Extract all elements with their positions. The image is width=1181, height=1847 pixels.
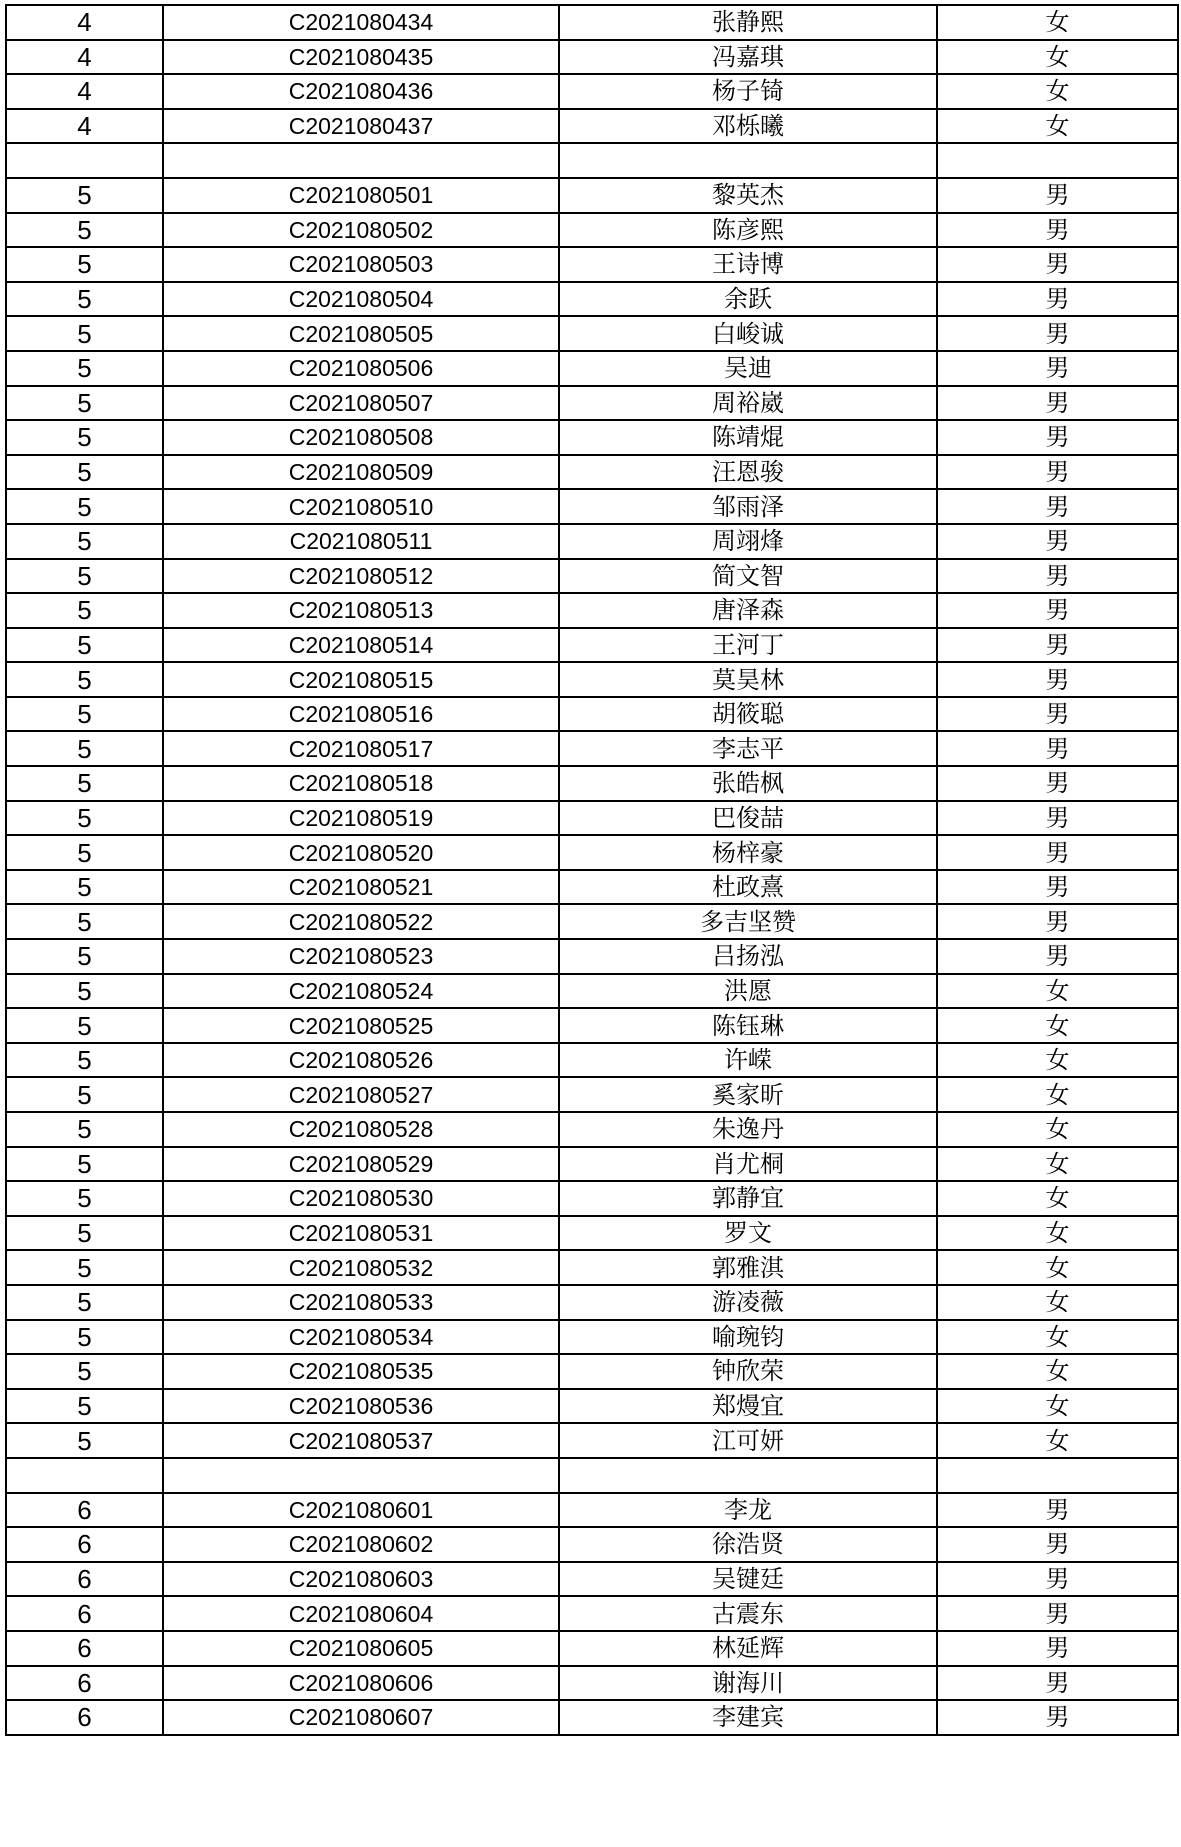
student-id-cell: C2021080527 <box>163 1077 559 1112</box>
table-row <box>6 455 1178 490</box>
gender-cell: 男 <box>937 731 1178 766</box>
table-row <box>6 1112 1178 1147</box>
table-row <box>6 662 1178 697</box>
student-id-cell: C2021080514 <box>163 628 559 663</box>
student-name-cell: 陈彦熙 <box>559 213 937 248</box>
student-id-cell: C2021080512 <box>163 559 559 594</box>
gender-cell <box>937 143 1178 178</box>
student-name-cell: 简文智 <box>559 559 937 594</box>
table-row <box>6 1493 1178 1528</box>
separator-row <box>6 143 1178 178</box>
student-name-cell: 李志平 <box>559 731 937 766</box>
gender-cell: 男 <box>937 1596 1178 1631</box>
table-row <box>6 178 1178 213</box>
gender-cell: 女 <box>937 974 1178 1009</box>
student-name-cell: 冯嘉琪 <box>559 40 937 75</box>
gender-cell: 女 <box>937 1077 1178 1112</box>
student-id-cell: C2021080605 <box>163 1631 559 1666</box>
student-name-cell: 吕扬泓 <box>559 939 937 974</box>
class-cell: 5 <box>6 316 163 351</box>
class-cell: 5 <box>6 1008 163 1043</box>
gender-cell: 男 <box>937 1562 1178 1597</box>
class-cell: 5 <box>6 939 163 974</box>
class-cell: 4 <box>6 5 163 40</box>
student-id-cell: C2021080532 <box>163 1250 559 1285</box>
gender-cell: 男 <box>937 247 1178 282</box>
student-id-cell: C2021080508 <box>163 420 559 455</box>
class-cell: 5 <box>6 1181 163 1216</box>
class-cell: 5 <box>6 1285 163 1320</box>
table-row <box>6 904 1178 939</box>
table-row <box>6 1666 1178 1701</box>
student-id-cell: C2021080531 <box>163 1216 559 1251</box>
class-cell: 5 <box>6 351 163 386</box>
table-row <box>6 628 1178 663</box>
student-name-cell: 钟欣荣 <box>559 1354 937 1389</box>
table-row <box>6 1285 1178 1320</box>
gender-cell: 男 <box>937 524 1178 559</box>
student-id-cell: C2021080528 <box>163 1112 559 1147</box>
class-cell: 5 <box>6 559 163 594</box>
student-id-cell: C2021080603 <box>163 1562 559 1597</box>
class-cell: 4 <box>6 74 163 109</box>
table-row <box>6 213 1178 248</box>
student-name-cell: 罗文 <box>559 1216 937 1251</box>
student-id-cell: C2021080505 <box>163 316 559 351</box>
gender-cell: 男 <box>937 939 1178 974</box>
student-name-cell: 汪恩骏 <box>559 455 937 490</box>
student-name-cell: 张皓枫 <box>559 766 937 801</box>
gender-cell: 男 <box>937 489 1178 524</box>
student-id-cell: C2021080510 <box>163 489 559 524</box>
student-id-cell: C2021080515 <box>163 662 559 697</box>
table-row <box>6 420 1178 455</box>
class-cell: 5 <box>6 1389 163 1424</box>
class-cell <box>6 143 163 178</box>
table-row <box>6 559 1178 594</box>
student-id-cell: C2021080530 <box>163 1181 559 1216</box>
class-cell: 5 <box>6 489 163 524</box>
table-row <box>6 1527 1178 1562</box>
student-id-cell: C2021080509 <box>163 455 559 490</box>
student-name-cell: 徐浩贤 <box>559 1527 937 1562</box>
student-name-cell: 白峻诚 <box>559 316 937 351</box>
student-id-cell: C2021080526 <box>163 1043 559 1078</box>
student-id-cell: C2021080607 <box>163 1700 559 1735</box>
class-cell: 5 <box>6 1077 163 1112</box>
student-id-cell: C2021080520 <box>163 835 559 870</box>
student-name-cell: 杜政熹 <box>559 870 937 905</box>
student-name-cell: 邹雨泽 <box>559 489 937 524</box>
student-name-cell: 吴键廷 <box>559 1562 937 1597</box>
student-name-cell: 郑熳宜 <box>559 1389 937 1424</box>
gender-cell: 女 <box>937 74 1178 109</box>
table-row <box>6 1147 1178 1182</box>
table-row <box>6 1354 1178 1389</box>
class-cell: 5 <box>6 1354 163 1389</box>
gender-cell: 男 <box>937 213 1178 248</box>
student-id-cell: C2021080533 <box>163 1285 559 1320</box>
table-row <box>6 1077 1178 1112</box>
gender-cell: 女 <box>937 5 1178 40</box>
table-row <box>6 835 1178 870</box>
gender-cell: 女 <box>937 1423 1178 1458</box>
student-id-cell: C2021080524 <box>163 974 559 1009</box>
student-id-cell: C2021080534 <box>163 1320 559 1355</box>
class-cell: 6 <box>6 1700 163 1735</box>
class-cell: 5 <box>6 904 163 939</box>
student-id-cell: C2021080522 <box>163 904 559 939</box>
class-cell: 6 <box>6 1596 163 1631</box>
class-cell: 5 <box>6 178 163 213</box>
student-name-cell: 张静熙 <box>559 5 937 40</box>
gender-cell: 女 <box>937 1216 1178 1251</box>
gender-cell: 男 <box>937 628 1178 663</box>
class-cell: 5 <box>6 1112 163 1147</box>
student-id-cell: C2021080517 <box>163 731 559 766</box>
table-row <box>6 524 1178 559</box>
table-row <box>6 1043 1178 1078</box>
student-id-cell: C2021080535 <box>163 1354 559 1389</box>
student-name-cell <box>559 1458 937 1493</box>
gender-cell: 男 <box>937 282 1178 317</box>
class-cell: 5 <box>6 1216 163 1251</box>
class-cell: 5 <box>6 213 163 248</box>
student-name-cell: 古震东 <box>559 1596 937 1631</box>
student-id-cell <box>163 1458 559 1493</box>
student-name-cell: 邓栎曦 <box>559 109 937 144</box>
roster-body <box>6 5 1178 1735</box>
student-id-cell: C2021080537 <box>163 1423 559 1458</box>
student-id-cell: C2021080516 <box>163 697 559 732</box>
class-cell: 5 <box>6 1320 163 1355</box>
student-name-cell: 李建宾 <box>559 1700 937 1735</box>
student-id-cell: C2021080513 <box>163 593 559 628</box>
student-name-cell: 杨子锜 <box>559 74 937 109</box>
student-id-cell: C2021080519 <box>163 801 559 836</box>
table-row <box>6 801 1178 836</box>
student-id-cell: C2021080436 <box>163 74 559 109</box>
table-row <box>6 1596 1178 1631</box>
class-cell: 5 <box>6 1043 163 1078</box>
table-row <box>6 40 1178 75</box>
student-name-cell: 王河丁 <box>559 628 937 663</box>
student-name-cell: 陈靖焜 <box>559 420 937 455</box>
gender-cell: 男 <box>937 766 1178 801</box>
student-name-cell: 奚家昕 <box>559 1077 937 1112</box>
table-row <box>6 1700 1178 1735</box>
gender-cell: 男 <box>937 870 1178 905</box>
table-row <box>6 766 1178 801</box>
class-cell: 5 <box>6 386 163 421</box>
student-name-cell: 唐泽森 <box>559 593 937 628</box>
student-name-cell: 李龙 <box>559 1493 937 1528</box>
student-name-cell: 陈钰琳 <box>559 1008 937 1043</box>
gender-cell: 男 <box>937 593 1178 628</box>
table-row <box>6 386 1178 421</box>
gender-cell: 女 <box>937 1285 1178 1320</box>
student-id-cell: C2021080502 <box>163 213 559 248</box>
student-name-cell: 郭雅淇 <box>559 1250 937 1285</box>
gender-cell: 男 <box>937 316 1178 351</box>
class-cell: 5 <box>6 628 163 663</box>
class-cell: 5 <box>6 1250 163 1285</box>
student-name-cell: 朱逸丹 <box>559 1112 937 1147</box>
student-id-cell: C2021080536 <box>163 1389 559 1424</box>
table-row <box>6 1389 1178 1424</box>
gender-cell: 男 <box>937 351 1178 386</box>
class-cell: 6 <box>6 1562 163 1597</box>
student-id-cell: C2021080525 <box>163 1008 559 1043</box>
student-name-cell: 胡筱聪 <box>559 697 937 732</box>
gender-cell: 女 <box>937 1354 1178 1389</box>
student-id-cell: C2021080506 <box>163 351 559 386</box>
class-cell: 6 <box>6 1631 163 1666</box>
table-row <box>6 731 1178 766</box>
student-id-cell: C2021080435 <box>163 40 559 75</box>
student-id-cell: C2021080504 <box>163 282 559 317</box>
gender-cell: 男 <box>937 835 1178 870</box>
separator-row <box>6 1458 1178 1493</box>
class-cell: 6 <box>6 1666 163 1701</box>
gender-cell: 女 <box>937 1250 1178 1285</box>
student-id-cell: C2021080511 <box>163 524 559 559</box>
class-cell: 5 <box>6 766 163 801</box>
table-row <box>6 1181 1178 1216</box>
table-row <box>6 316 1178 351</box>
table-row <box>6 282 1178 317</box>
student-id-cell: C2021080521 <box>163 870 559 905</box>
gender-cell: 男 <box>937 1493 1178 1528</box>
class-cell: 5 <box>6 455 163 490</box>
table-row <box>6 1320 1178 1355</box>
class-cell: 4 <box>6 109 163 144</box>
class-cell: 5 <box>6 282 163 317</box>
table-row <box>6 939 1178 974</box>
table-row <box>6 870 1178 905</box>
class-cell: 5 <box>6 697 163 732</box>
student-id-cell: C2021080601 <box>163 1493 559 1528</box>
student-name-cell: 巴俊喆 <box>559 801 937 836</box>
class-cell: 5 <box>6 524 163 559</box>
student-id-cell: C2021080606 <box>163 1666 559 1701</box>
table-row <box>6 1423 1178 1458</box>
gender-cell: 女 <box>937 1112 1178 1147</box>
table-row <box>6 5 1178 40</box>
table-row <box>6 1562 1178 1597</box>
table-row <box>6 1216 1178 1251</box>
class-cell: 5 <box>6 974 163 1009</box>
student-id-cell: C2021080437 <box>163 109 559 144</box>
gender-cell: 女 <box>937 1147 1178 1182</box>
gender-cell: 男 <box>937 697 1178 732</box>
class-cell <box>6 1458 163 1493</box>
student-id-cell: C2021080507 <box>163 386 559 421</box>
table-row <box>6 247 1178 282</box>
class-cell: 6 <box>6 1493 163 1528</box>
gender-cell: 女 <box>937 40 1178 75</box>
gender-cell: 男 <box>937 662 1178 697</box>
gender-cell: 女 <box>937 1320 1178 1355</box>
student-name-cell: 王诗博 <box>559 247 937 282</box>
student-name-cell: 余跃 <box>559 282 937 317</box>
gender-cell: 男 <box>937 904 1178 939</box>
gender-cell: 女 <box>937 1043 1178 1078</box>
gender-cell: 男 <box>937 1527 1178 1562</box>
gender-cell <box>937 1458 1178 1493</box>
gender-cell: 女 <box>937 1008 1178 1043</box>
student-name-cell: 郭静宜 <box>559 1181 937 1216</box>
gender-cell: 男 <box>937 1666 1178 1701</box>
student-name-cell: 洪愿 <box>559 974 937 1009</box>
student-name-cell: 莫昊林 <box>559 662 937 697</box>
class-cell: 5 <box>6 1423 163 1458</box>
class-cell: 5 <box>6 420 163 455</box>
student-name-cell: 周翊烽 <box>559 524 937 559</box>
student-name-cell <box>559 143 937 178</box>
student-id-cell <box>163 143 559 178</box>
gender-cell: 男 <box>937 801 1178 836</box>
class-cell: 5 <box>6 247 163 282</box>
student-name-cell: 杨梓豪 <box>559 835 937 870</box>
class-cell: 5 <box>6 593 163 628</box>
table-row <box>6 1250 1178 1285</box>
gender-cell: 男 <box>937 1631 1178 1666</box>
class-cell: 5 <box>6 801 163 836</box>
class-cell: 4 <box>6 40 163 75</box>
class-cell: 5 <box>6 870 163 905</box>
student-id-cell: C2021080529 <box>163 1147 559 1182</box>
student-id-cell: C2021080523 <box>163 939 559 974</box>
class-cell: 5 <box>6 1147 163 1182</box>
class-cell: 5 <box>6 835 163 870</box>
student-name-cell: 黎英杰 <box>559 178 937 213</box>
gender-cell: 男 <box>937 420 1178 455</box>
student-name-cell: 肖尤桐 <box>559 1147 937 1182</box>
student-name-cell: 谢海川 <box>559 1666 937 1701</box>
table-row <box>6 109 1178 144</box>
student-id-cell: C2021080501 <box>163 178 559 213</box>
student-id-cell: C2021080602 <box>163 1527 559 1562</box>
gender-cell: 男 <box>937 455 1178 490</box>
table-row <box>6 351 1178 386</box>
student-id-cell: C2021080434 <box>163 5 559 40</box>
student-name-cell: 吴迪 <box>559 351 937 386</box>
class-cell: 5 <box>6 662 163 697</box>
student-id-cell: C2021080503 <box>163 247 559 282</box>
gender-cell: 男 <box>937 386 1178 421</box>
table-row <box>6 74 1178 109</box>
gender-cell: 女 <box>937 109 1178 144</box>
student-name-cell: 周裕崴 <box>559 386 937 421</box>
class-cell: 5 <box>6 731 163 766</box>
table-row <box>6 489 1178 524</box>
student-name-cell: 江可妍 <box>559 1423 937 1458</box>
student-id-cell: C2021080604 <box>163 1596 559 1631</box>
table-row <box>6 697 1178 732</box>
table-row <box>6 593 1178 628</box>
student-roster-table <box>5 4 1179 1736</box>
table-row <box>6 974 1178 1009</box>
class-cell: 6 <box>6 1527 163 1562</box>
student-name-cell: 许嵘 <box>559 1043 937 1078</box>
table-row <box>6 1008 1178 1043</box>
student-name-cell: 游凌薇 <box>559 1285 937 1320</box>
student-name-cell: 喻琬钧 <box>559 1320 937 1355</box>
gender-cell: 男 <box>937 559 1178 594</box>
gender-cell: 男 <box>937 1700 1178 1735</box>
gender-cell: 男 <box>937 178 1178 213</box>
student-id-cell: C2021080518 <box>163 766 559 801</box>
gender-cell: 女 <box>937 1181 1178 1216</box>
table-row <box>6 1631 1178 1666</box>
student-name-cell: 多吉坚赞 <box>559 904 937 939</box>
student-name-cell: 林延辉 <box>559 1631 937 1666</box>
gender-cell: 女 <box>937 1389 1178 1424</box>
